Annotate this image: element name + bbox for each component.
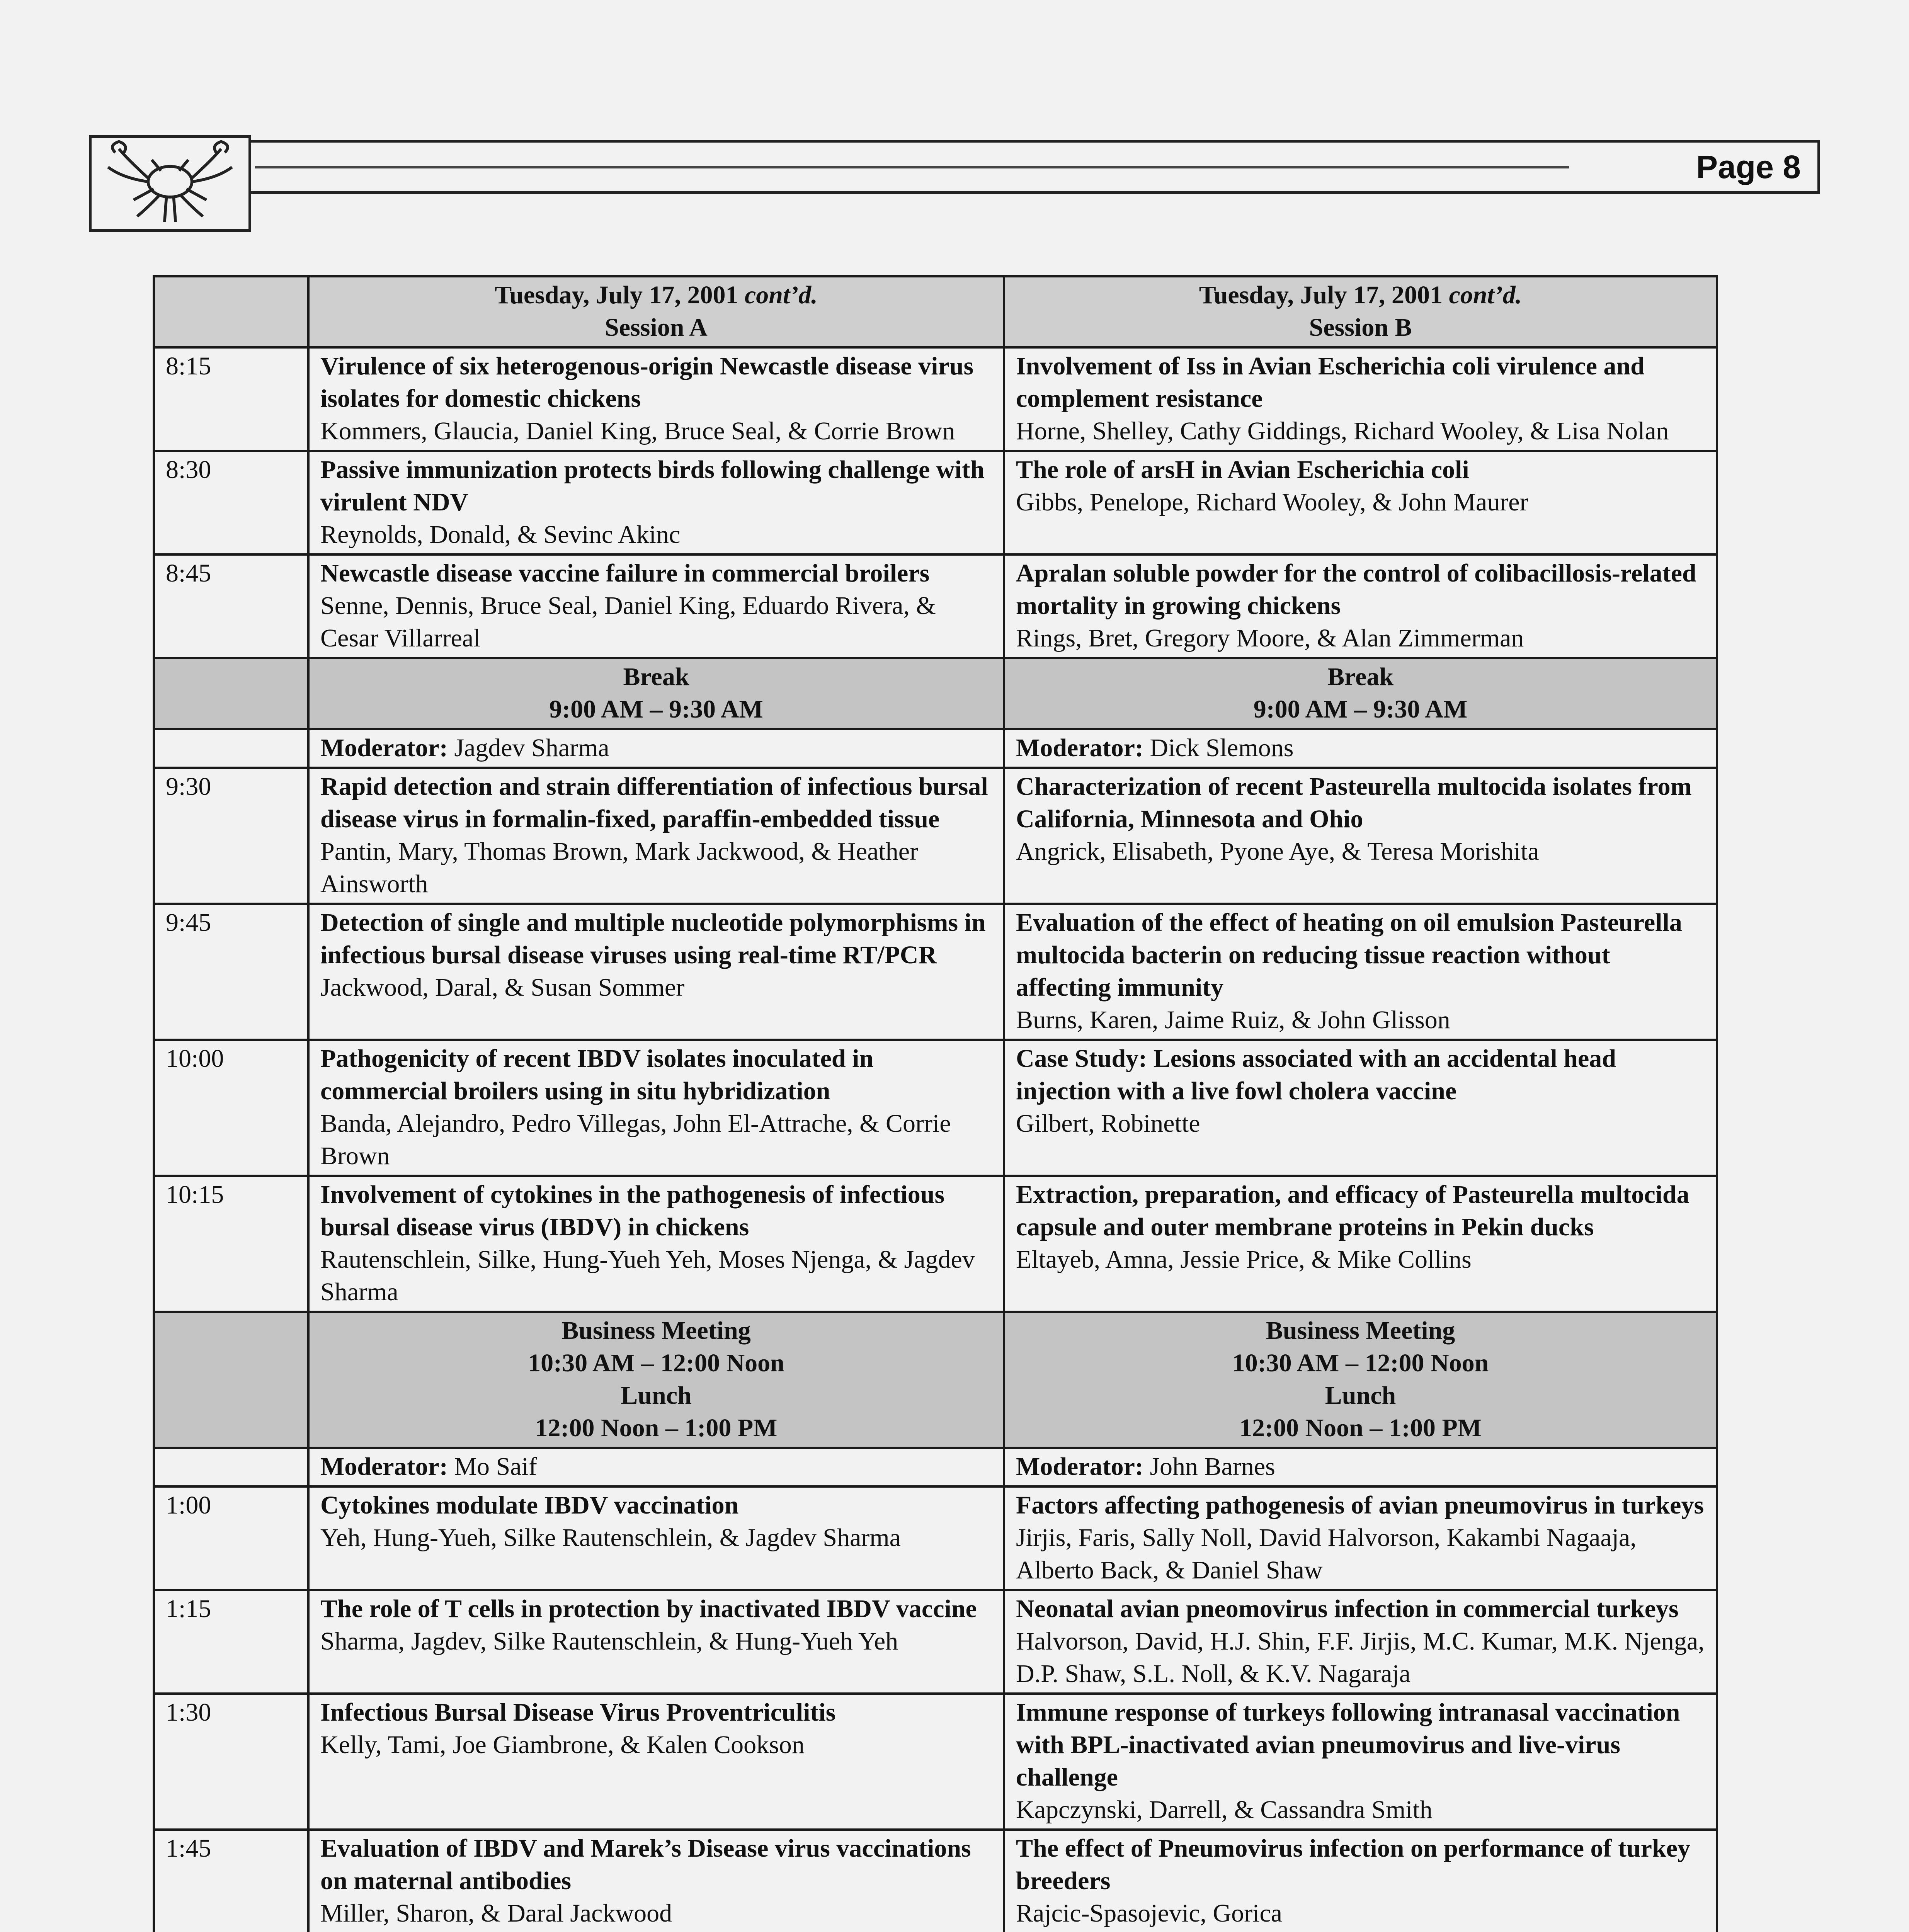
break-time-cell (154, 658, 308, 729)
session-b-talk: Extraction, preparation, and efficacy of Pasteurella multocida capsule and outer membrane proteins in Pekin ducks Eltayeb, Amna, Jessie Price, & Mike Collins (1004, 1176, 1717, 1312)
talk-row (154, 451, 1717, 554)
session-b-talk: Factors affecting pathogenesis of avian pneumovirus in turkeys Jirjis, Faris, Sally Noll, David Halvorson, Kakambi Nagaaja, Alberto Back, & Daniel Shaw (1004, 1486, 1717, 1590)
session-b-moderator: Moderator: Dick Slemons (1004, 729, 1717, 768)
crawfish-icon (92, 138, 248, 229)
session-b-talk: Neonatal avian pneomovirus infection in commercial turkeys Halvorson, David, H.J. Shin, F.F. Jirjis, M.C. Kumar, M.K. Njenga, D.P. Shaw, S.L. Noll, & K.V. Nagaraja (1004, 1590, 1717, 1694)
session-b-talk: Immune response of turkeys following intranasal vaccination with BPL-inactivated avian pneumovirus and live-virus challenge Kapczynski, Darrell, & Cassandra Smith (1004, 1694, 1717, 1830)
time-slot: 8:15 (154, 347, 308, 451)
talk-row (154, 1040, 1717, 1176)
moderator-time-cell (154, 729, 308, 768)
session-schedule-table (153, 275, 1718, 1932)
moderator-row (154, 1448, 1717, 1486)
talk-row (154, 1590, 1717, 1694)
header-divider (255, 166, 1569, 168)
talk-row (154, 1486, 1717, 1590)
crawfish-logo (89, 135, 251, 232)
session-a-talk: Pathogenicity of recent IBDV isolates inoculated in commercial broilers using in situ hybridization Banda, Alejandro, Pedro Villegas, John El-Attrache, & Corrie Brown (308, 1040, 1004, 1176)
session-a-talk: Passive immunization protects birds following challenge with virulent NDV Reynolds, Donald, & Sevinc Akinc (308, 451, 1004, 554)
session-a-talk: Infectious Bursal Disease Virus Proventriculitis Kelly, Tami, Joe Giambrone, & Kalen Cookson (308, 1694, 1004, 1830)
session-a-business-lunch: Business Meeting 10:30 AM – 12:00 Noon Lunch 12:00 Noon – 1:00 PM (308, 1312, 1004, 1448)
session-a-talk: Evaluation of IBDV and Marek’s Disease virus vaccinations on maternal antibodies Miller, Sharon, & Daral Jackwood (308, 1830, 1004, 1932)
header-time-cell (154, 276, 308, 347)
time-slot: 9:30 (154, 768, 308, 904)
session-header-row (154, 276, 1717, 347)
session-a-talk: Involvement of cytokines in the pathogenesis of infectious bursal disease virus (IBDV) in chickens Rautenschlein, Silke, Hung-Yueh Yeh, Moses Njenga, & Jagdev Sharma (308, 1176, 1004, 1312)
moderator-row (154, 729, 1717, 768)
session-a-talk: The role of T cells in protection by inactivated IBDV vaccine Sharma, Jagdev, Silke Rautenschlein, & Hung-Yueh Yeh (308, 1590, 1004, 1694)
business-lunch-row (154, 1312, 1717, 1448)
session-a-moderator: Moderator: Jagdev Sharma (308, 729, 1004, 768)
talk-row (154, 347, 1717, 451)
talk-row (154, 1830, 1717, 1932)
session-b-break: Break 9:00 AM – 9:30 AM (1004, 658, 1717, 729)
session-b-moderator: Moderator: John Barnes (1004, 1448, 1717, 1486)
page-number: Page 8 (1696, 149, 1801, 185)
talk-row (154, 904, 1717, 1040)
session-b-talk: Case Study: Lesions associated with an accidental head injection with a live fowl cholera vaccine Gilbert, Robinette (1004, 1040, 1717, 1176)
time-slot: 9:45 (154, 904, 308, 1040)
session-a-talk: Cytokines modulate IBDV vaccination Yeh, Hung-Yueh, Silke Rautenschlein, & Jagdev Sharma (308, 1486, 1004, 1590)
session-a-header: Tuesday, July 17, 2001 cont’d. Session A (308, 276, 1004, 347)
talk-row (154, 768, 1717, 904)
session-b-talk: The role of arsH in Avian Escherichia coli Gibbs, Penelope, Richard Wooley, & John Maurer (1004, 451, 1717, 554)
time-slot: 10:15 (154, 1176, 308, 1312)
session-a-talk: Rapid detection and strain differentiation of infectious bursal disease virus in formalin-fixed, paraffin-embedded tissue Pantin, Mary, Thomas Brown, Mark Jackwood, & Heather Ainsworth (308, 768, 1004, 904)
session-b-talk: Characterization of recent Pasteurella multocida isolates from California, Minnesota and Ohio Angrick, Elisabeth, Pyone Aye, & Teresa Morishita (1004, 768, 1717, 904)
session-a-talk: Virulence of six heterogenous-origin Newcastle disease virus isolates for domestic chickens Kommers, Glaucia, Daniel King, Bruce Seal, & Corrie Brown (308, 347, 1004, 451)
session-b-talk: The effect of Pneumovirus infection on performance of turkey breeders Rajcic-Spasojevic, Gorica (1004, 1830, 1717, 1932)
time-slot: 8:30 (154, 451, 308, 554)
time-slot: 1:00 (154, 1486, 308, 1590)
time-slot: 8:45 (154, 554, 308, 658)
session-b-talk: Involvement of Iss in Avian Escherichia coli virulence and complement resistance Horne, Shelley, Cathy Giddings, Richard Wooley, & Lisa Nolan (1004, 347, 1717, 451)
session-a-break: Break 9:00 AM – 9:30 AM (308, 658, 1004, 729)
session-b-business-lunch: Business Meeting 10:30 AM – 12:00 Noon Lunch 12:00 Noon – 1:00 PM (1004, 1312, 1717, 1448)
session-a-talk: Newcastle disease vaccine failure in commercial broilers Senne, Dennis, Bruce Seal, Daniel King, Eduardo Rivera, & Cesar Villarreal (308, 554, 1004, 658)
session-b-header: Tuesday, July 17, 2001 cont’d. Session B (1004, 276, 1717, 347)
session-a-talk: Detection of single and multiple nucleotide polymorphisms in infectious bursal disease viruses using real-time RT/PCR Jackwood, Daral, & Susan Sommer (308, 904, 1004, 1040)
moderator-time-cell (154, 1448, 308, 1486)
session-b-talk: Evaluation of the effect of heating on oil emulsion Pasteurella multocida bacterin on reducing tissue reaction without affecting immunity Burns, Karen, Jaime Ruiz, & John Glisson (1004, 904, 1717, 1040)
talk-row (154, 554, 1717, 658)
session-b-talk: Apralan soluble powder for the control of colibacillosis-related mortality in growing chickens Rings, Bret, Gregory Moore, & Alan Zimmerman (1004, 554, 1717, 658)
time-slot: 1:15 (154, 1590, 308, 1694)
break-row (154, 658, 1717, 729)
talk-row (154, 1176, 1717, 1312)
business-time-cell (154, 1312, 308, 1448)
session-a-moderator: Moderator: Mo Saif (308, 1448, 1004, 1486)
time-slot: 1:45 (154, 1830, 308, 1932)
time-slot: 10:00 (154, 1040, 308, 1176)
talk-row (154, 1694, 1717, 1830)
time-slot: 1:30 (154, 1694, 308, 1830)
